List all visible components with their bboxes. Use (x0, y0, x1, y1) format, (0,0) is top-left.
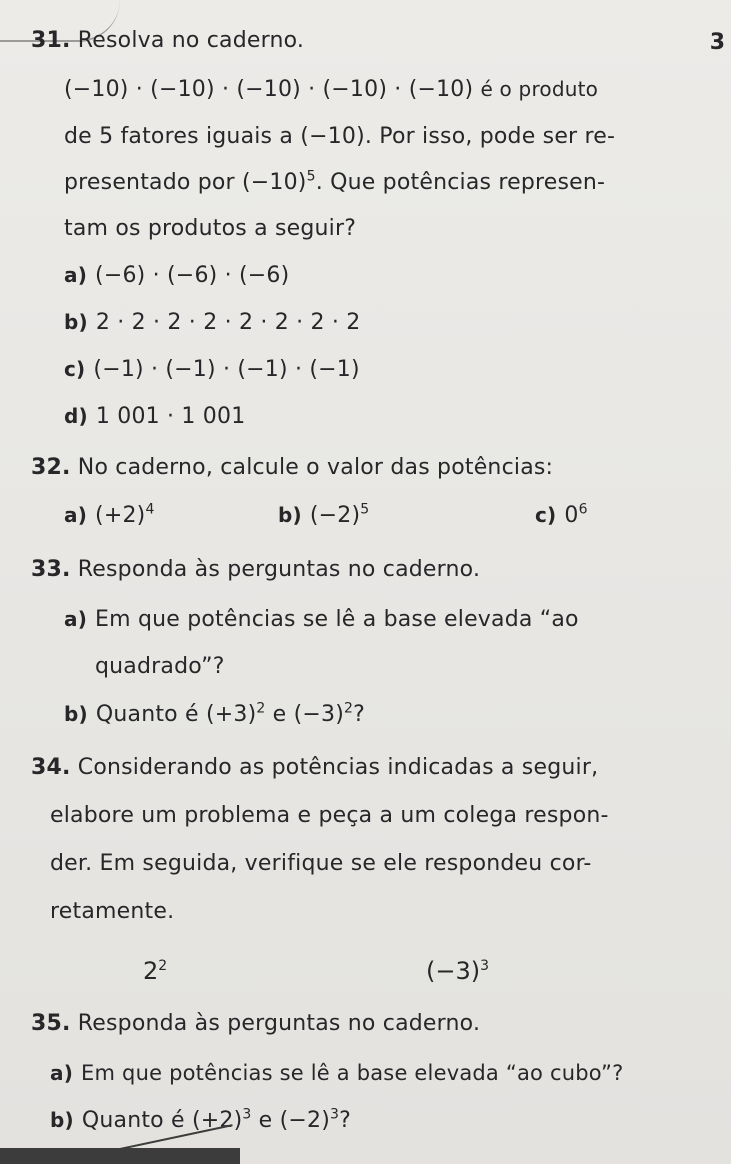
q33-b-mid: e (−3) (265, 702, 344, 727)
q31-line1-text: é o produto (480, 77, 599, 101)
q33-a-line2: quadrado”? (95, 654, 225, 679)
q32-item-a (64, 503, 155, 528)
item-label: a) (64, 503, 88, 527)
page-footer-decoration (0, 1144, 731, 1164)
power-exponent: 5 (360, 501, 370, 518)
power-exponent: 3 (330, 1106, 340, 1123)
q34-line1 (31, 755, 598, 780)
power-base: 0 (564, 503, 579, 528)
power-exponent: 3 (480, 958, 490, 974)
q31-item-b (64, 310, 361, 335)
q31-number: 31. (31, 28, 71, 53)
q35-title: Responda às perguntas no caderno. (77, 1011, 481, 1036)
power-base: (+2) (95, 503, 146, 528)
q31-line3-post: . Que potências represen- (315, 170, 606, 195)
q31-item-a (64, 263, 289, 288)
q34-line2: elabore um problema e peça a um colega respon- (50, 803, 609, 828)
power-exponent: 3 (242, 1106, 252, 1123)
q35-item-b (50, 1108, 351, 1133)
item-label: b) (64, 702, 88, 726)
q35-b-post: ? (339, 1108, 351, 1133)
q34-power-1 (143, 957, 167, 985)
q33-a-line1: Em que potências se lê a base elevada “ao (95, 607, 579, 632)
q35-number: 35. (31, 1011, 71, 1036)
q31-title: Resolva no caderno. (77, 28, 305, 53)
item-expression: (−1) · (−1) · (−1) · (−1) (93, 357, 360, 382)
q31-product-expression: (−10) · (−10) · (−10) · (−10) · (−10) (64, 77, 474, 102)
item-label: b) (50, 1108, 74, 1132)
q31-line4: tam os produtos a seguir? (64, 216, 357, 241)
power-base: (−3) (426, 957, 481, 985)
q32-header (31, 455, 553, 480)
item-label: a) (64, 263, 88, 287)
q33-number: 33. (31, 557, 71, 582)
power-exponent: 4 (145, 501, 155, 518)
power-exponent: 2 (344, 700, 354, 717)
q32-item-b (278, 503, 369, 528)
power-exponent: 6 (578, 501, 588, 518)
q31-line3-pre: presentado por (−10) (64, 170, 307, 195)
q34-line4: retamente. (50, 899, 175, 924)
item-label: b) (278, 503, 302, 527)
q35-b-pre: Quanto é (+2) (81, 1108, 243, 1133)
q32-item-c (535, 503, 588, 528)
item-expression: 2 · 2 · 2 · 2 · 2 · 2 · 2 · 2 (95, 310, 361, 335)
q31-line3 (64, 170, 605, 195)
q33-item-b (64, 702, 365, 727)
page-number: 3 (709, 30, 725, 55)
item-expression: 1 001 · 1 001 (95, 404, 246, 429)
item-label: d) (64, 404, 88, 428)
q34-line3: der. Em seguida, verifique se ele respondeu cor- (50, 851, 592, 876)
q32-title: No caderno, calcule o valor das potências: (77, 455, 554, 480)
power-exponent: 2 (256, 700, 266, 717)
item-label: c) (64, 357, 86, 381)
q31-item-d (64, 404, 245, 429)
q31-header (31, 28, 304, 53)
q35-b-mid: e (−2) (251, 1108, 330, 1133)
q33-b-post: ? (353, 702, 365, 727)
q33-item-a (64, 607, 579, 632)
item-label: c) (535, 503, 557, 527)
q31-exponent: 5 (306, 168, 316, 185)
q35-header (31, 1011, 480, 1036)
q34-power-2 (426, 957, 489, 985)
power-base: (−2) (309, 503, 361, 528)
item-label: b) (64, 310, 88, 334)
item-label: a) (50, 1061, 74, 1085)
q35-item-a (50, 1061, 623, 1085)
q33-b-pre: Quanto é (+3) (95, 702, 257, 727)
q33-header (31, 557, 480, 582)
item-label: a) (64, 607, 88, 631)
q34-text: Considerando as potências indicadas a seguir, (77, 755, 599, 780)
q35-a-text: Em que potências se lê a base elevada “ao cubo”? (81, 1061, 624, 1085)
q31-item-c (64, 357, 360, 382)
q33-title: Responda às perguntas no caderno. (77, 557, 481, 582)
item-expression: (−6) · (−6) · (−6) (95, 263, 290, 288)
q34-number: 34. (31, 755, 71, 780)
q31-line1 (64, 77, 598, 102)
q31-line2: de 5 fatores iguais a (−10). Por isso, pode ser re- (64, 124, 616, 149)
q32-number: 32. (31, 455, 71, 480)
power-exponent: 2 (158, 958, 168, 974)
footer-dark-band (0, 1148, 240, 1164)
power-base: 2 (143, 957, 159, 985)
